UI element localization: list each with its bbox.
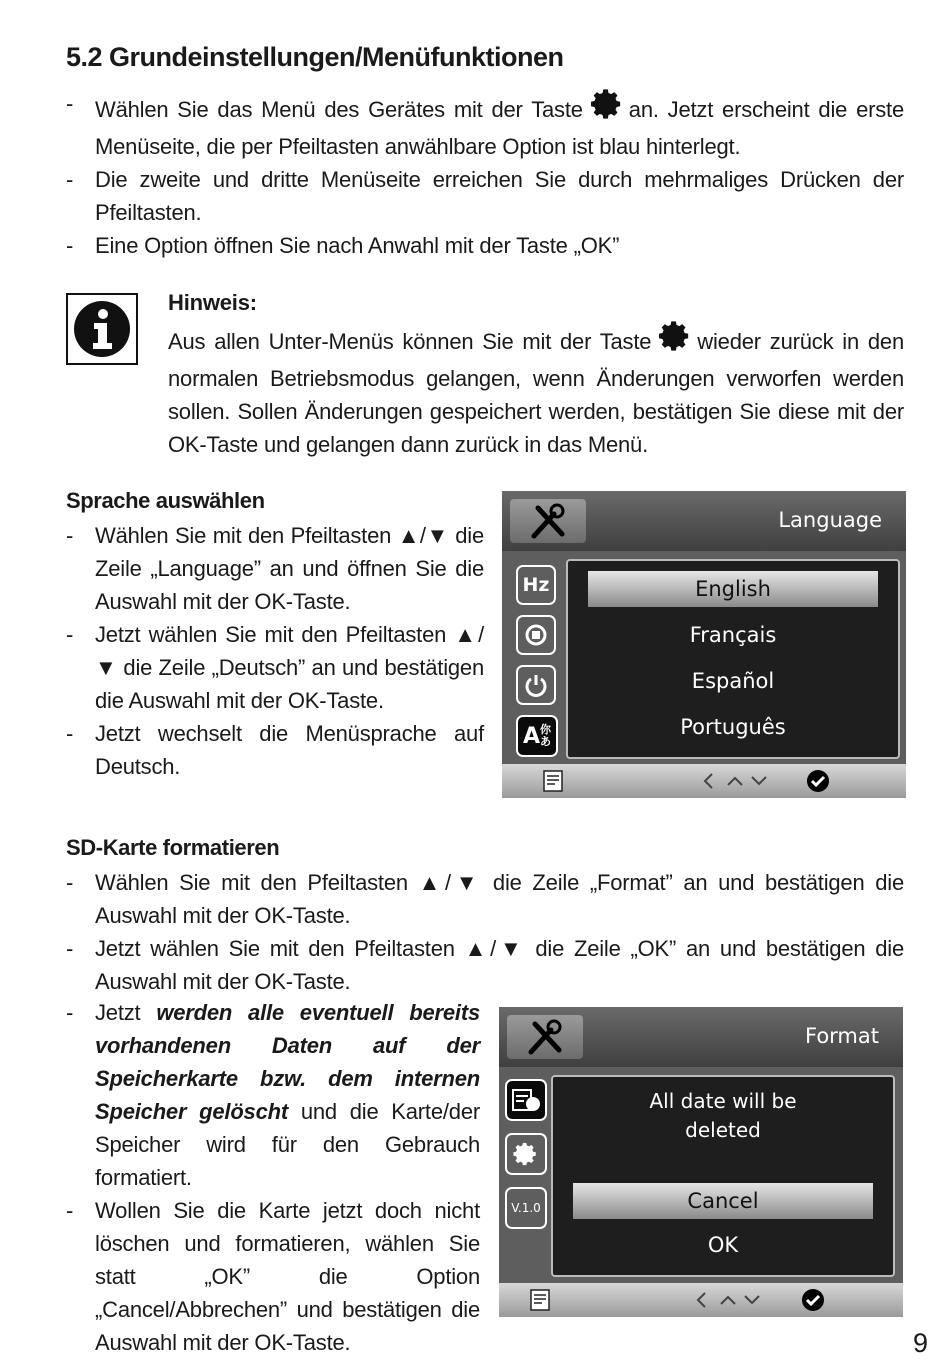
version-icon: [505, 1187, 547, 1229]
tools-icon: [507, 1015, 583, 1059]
nav-arrows-icon: [695, 1291, 765, 1309]
screen-header: [502, 491, 906, 551]
language-options-panel: [566, 559, 900, 759]
info-icon: [66, 293, 138, 365]
language-icon-a: A: [522, 723, 541, 749]
option-espanol[interactable]: Español: [691, 669, 775, 693]
language-screen: [502, 491, 906, 798]
language-icon-cjk-1: 你: [540, 723, 552, 736]
menu-icon: [542, 770, 564, 792]
screen-footer: [499, 1283, 903, 1317]
format-bullet-3: [66, 996, 480, 1194]
intro-bullet-3: - Eine Option öffnen Sie nach Anwahl mit der Taste „OK”: [66, 229, 904, 262]
menu-icon: [529, 1289, 551, 1311]
format-bullet-4: - Wollen Sie die Karte jetzt doch nicht löschen und formatieren, wählen Sie statt „OK” die Option „Cancel/Abbrechen” und bestätigen die Auswahl mit der OK-Taste.: [66, 1194, 480, 1359]
rotate-icon: [516, 615, 556, 655]
note-text-post: wieder zurück in den normalen Betriebsmodus gelangen, wenn Änderungen verworfen werden sollen. Sollen Änderungen gespeichert werden, bestätigen Sie diese mit der OK-Taste und gelangen dann zurück in das Menü.: [168, 329, 904, 457]
gear-icon: [589, 87, 623, 130]
nav-arrows-icon: [702, 772, 772, 790]
language-bullet-1: - Wählen Sie mit den Pfeiltasten ▲/▼ die Zeile „Language” an und öffnen Sie die Auswahl mit der OK-Taste.: [66, 519, 484, 618]
ok-option[interactable]: OK: [707, 1233, 739, 1257]
format-bullet-1: - Wählen Sie mit den Pfeiltasten ▲/▼ die Zeile „Format” an und bestätigen die Auswahl mit der OK-Taste.: [66, 866, 904, 932]
format-warning-message: [553, 1087, 893, 1145]
screen-title: Format: [804, 1024, 879, 1048]
note-text-pre: Aus allen Unter-Menüs können Sie mit der Taste: [168, 329, 652, 354]
format-bullet-2: - Jetzt wählen Sie mit den Pfeiltasten ▲/▼ die Zeile „OK” an und bestätigen die Auswahl mit der OK-Taste.: [66, 932, 904, 998]
format-dialog-panel: [551, 1075, 895, 1277]
format-section-title: SD-Karte formatieren: [66, 835, 280, 860]
page-number: 9: [912, 1328, 928, 1358]
gear-icon: [505, 1133, 547, 1175]
intro-list: [66, 87, 904, 262]
note-block: [168, 286, 904, 461]
format-bullet-3-post: und die Karte/der Speicher wird für den Gebrauch formatiert.: [95, 1099, 480, 1190]
intro-bullet-1-post: an. Jetzt erscheint die erste Menüseite, die per Pfeiltasten anwählbare Option ist blau hinterlegt.: [95, 97, 904, 159]
language-icon-cjk-2: あ: [540, 735, 552, 748]
screen-title: Language: [778, 508, 882, 532]
option-english[interactable]: English: [588, 571, 878, 607]
confirm-icon: [801, 1288, 825, 1312]
option-portugues[interactable]: Português: [680, 715, 786, 739]
format-bullet-3-pre: Jetzt: [95, 1000, 141, 1025]
confirm-icon: [806, 769, 830, 793]
gear-icon: [657, 319, 691, 362]
cancel-option[interactable]: Cancel: [573, 1183, 873, 1219]
language-list: [66, 519, 484, 783]
screen-footer: [502, 764, 906, 798]
power-icon: [516, 665, 556, 705]
version-label: V.1.0: [511, 1201, 541, 1215]
language-section-title: Sprache auswählen: [66, 488, 265, 513]
format-list-top: [66, 866, 904, 998]
section-title: 5.2 Grundeinstellungen/Menüfunktionen: [66, 42, 564, 72]
format-screen: [499, 1007, 903, 1317]
note-title: Hinweis:: [168, 290, 257, 315]
option-francais[interactable]: Français: [689, 623, 777, 647]
intro-bullet-1: [66, 87, 904, 163]
language-icon: [516, 715, 558, 757]
format-list-bottom: [66, 996, 480, 1359]
intro-bullet-1-pre: Wählen Sie das Menü des Gerätes mit der Taste: [95, 97, 583, 122]
language-bullet-2: - Jetzt wählen Sie mit den Pfeiltasten ▲/▼ die Zeile „Deutsch” an und bestätigen die Auswahl mit der OK-Taste.: [66, 618, 484, 717]
language-bullet-3: - Jetzt wechselt die Menüsprache auf Deutsch.: [66, 717, 484, 783]
format-bullet-3-bold: werden alle eventuell bereits vorhandenen Daten auf der Speicherkarte bzw. dem internen Speicher gelöscht: [95, 1000, 480, 1124]
language-icon-cjk: [540, 724, 551, 748]
format-message-line-2: deleted: [685, 1118, 761, 1142]
hz-icon: [516, 565, 556, 605]
hz-icon-label: Hz: [522, 574, 550, 596]
tools-icon: [510, 499, 586, 543]
intro-bullet-2: - Die zweite und dritte Menüseite erreichen Sie durch mehrmaliges Drücken der Pfeiltasten.: [66, 163, 904, 229]
format-icon: [505, 1079, 547, 1121]
format-message-line-1: All date will be: [649, 1089, 797, 1113]
screen-header: [499, 1007, 903, 1067]
